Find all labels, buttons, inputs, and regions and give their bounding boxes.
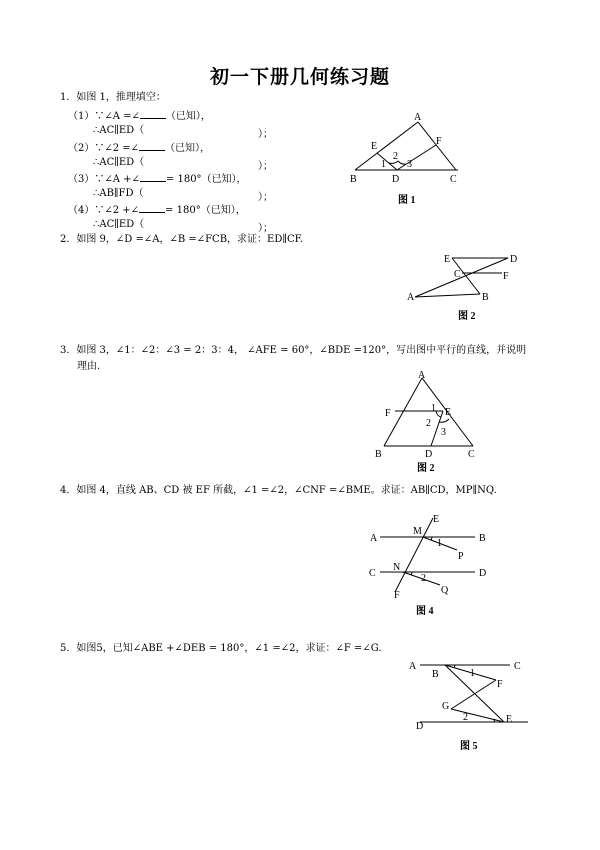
q1-item-2-premise-text: （2）∵∠2 =∠ bbox=[68, 143, 140, 154]
q1-item-1-conclusion: ∴AC∥ED（ bbox=[93, 125, 145, 136]
label-angle-1: 1 bbox=[437, 538, 442, 549]
label-c: C bbox=[468, 449, 475, 460]
label-angle-2: 2 bbox=[463, 712, 468, 723]
figure-2-caption: 图 2 bbox=[458, 311, 476, 322]
label-b: B bbox=[432, 669, 439, 680]
q3-text-line-1: 3．如图 3，∠1：∠2：∠3 = 2：3：4， ∠AFE = 60°，∠BDE =120°，写出图中平行的直线，并说明 bbox=[60, 345, 527, 356]
angle-arc bbox=[398, 161, 406, 164]
label-f: F bbox=[497, 679, 503, 690]
label-angle-2: 2 bbox=[421, 573, 426, 584]
label-d: D bbox=[392, 174, 400, 185]
segment-ad bbox=[415, 258, 508, 297]
label-e: E bbox=[433, 514, 440, 525]
q1-item-3-close: ）； bbox=[258, 192, 273, 203]
label-d: D bbox=[510, 254, 518, 265]
label-angle-3: 3 bbox=[407, 159, 412, 170]
label-d: D bbox=[479, 568, 487, 579]
label-a: A bbox=[414, 112, 422, 123]
label-b: B bbox=[375, 449, 382, 460]
label-a: A bbox=[407, 292, 415, 303]
label-a: A bbox=[418, 370, 426, 381]
q1-item-2-conclusion: ∴AC∥ED（ bbox=[93, 157, 145, 168]
label-c: C bbox=[369, 568, 376, 579]
q1-item-1-premise-tail: （已知）， bbox=[165, 111, 211, 122]
label-f: F bbox=[394, 590, 400, 601]
segment-fg bbox=[451, 680, 496, 709]
q1-item-3-premise-tail: = 180°（已知）， bbox=[165, 174, 247, 185]
angle-arc bbox=[436, 411, 441, 417]
q1-item-4-close: ）； bbox=[258, 223, 273, 234]
label-angle-3: 3 bbox=[441, 427, 446, 438]
q1-item-4-premise-tail: = 180°（已知）， bbox=[165, 205, 246, 216]
figure-3-caption: 图 2 bbox=[417, 463, 435, 474]
label-c: C bbox=[514, 661, 521, 672]
q2-text: 2．如图 9，∠D =∠A，∠B =∠FCB，求证：ED∥CF. bbox=[60, 234, 304, 245]
label-angle-2: 2 bbox=[426, 418, 431, 429]
q1-item-4-premise bbox=[68, 203, 246, 217]
segment-ab bbox=[415, 294, 480, 297]
figure-5 bbox=[400, 655, 540, 755]
label-angle-1: 1 bbox=[431, 403, 436, 414]
q3-text-line-2: 理由. bbox=[77, 361, 101, 372]
answer-blank bbox=[140, 109, 166, 119]
label-d: D bbox=[425, 449, 433, 460]
q1-heading: 1．如图 1，推理填空： bbox=[60, 92, 166, 103]
figure-3 bbox=[365, 368, 495, 476]
q1-item-2-close: ）； bbox=[258, 161, 273, 172]
figure-4-caption: 图 4 bbox=[416, 606, 434, 617]
segment-ge bbox=[451, 709, 504, 722]
q1-item-1-close: ）； bbox=[258, 129, 273, 140]
label-e: E bbox=[506, 714, 513, 725]
label-n: N bbox=[393, 562, 401, 573]
label-f: F bbox=[503, 271, 509, 282]
q1-item-3-conclusion: ∴AB∥FD（ bbox=[93, 188, 144, 199]
answer-blank bbox=[139, 141, 165, 151]
label-e: E bbox=[445, 407, 452, 418]
label-g: G bbox=[442, 701, 450, 712]
label-e: E bbox=[444, 254, 451, 265]
q1-item-3-premise bbox=[68, 172, 247, 186]
label-d: D bbox=[416, 721, 424, 732]
label-b: B bbox=[482, 292, 489, 303]
label-b: B bbox=[350, 174, 357, 185]
q1-item-2-premise bbox=[68, 141, 210, 155]
segment-df bbox=[397, 145, 436, 170]
q1-item-1-premise-text: （1）∵∠A =∠ bbox=[68, 111, 140, 122]
label-angle-1: 1 bbox=[470, 668, 475, 679]
label-f: F bbox=[436, 136, 442, 147]
answer-blank bbox=[139, 203, 165, 213]
label-f: F bbox=[385, 408, 391, 419]
label-a: A bbox=[409, 661, 417, 672]
q1-item-4-premise-text: （4）∵∠2 +∠ bbox=[68, 205, 140, 216]
label-e: E bbox=[371, 141, 378, 152]
q1-item-4-conclusion: ∴AC∥ED（ bbox=[93, 219, 145, 230]
label-a: A bbox=[370, 533, 378, 544]
figure-2 bbox=[400, 250, 530, 325]
q1-item-2-premise-tail: （已知）， bbox=[165, 143, 211, 154]
q1-item-3-premise-text: （3）∵∠A +∠ bbox=[68, 174, 140, 185]
page-title: 初一下册几何练习题 bbox=[209, 66, 390, 88]
label-angle-1: 1 bbox=[381, 159, 386, 170]
figure-1-caption: 图 1 bbox=[398, 195, 416, 206]
figure-5-caption: 图 5 bbox=[460, 741, 478, 752]
label-c: C bbox=[450, 174, 457, 185]
label-b: B bbox=[479, 533, 486, 544]
answer-blank bbox=[140, 172, 166, 182]
q1-item-1-premise bbox=[68, 109, 211, 123]
label-p: P bbox=[458, 551, 464, 562]
label-q: Q bbox=[441, 585, 449, 596]
figure-1 bbox=[340, 105, 480, 210]
label-m: M bbox=[413, 526, 422, 537]
label-c: C bbox=[454, 269, 461, 280]
q4-text: 4．如图 4，直线 AB、CD 被 EF 所截，∠1 =∠2，∠CNF =∠BME。求证：AB∥CD，MP∥NQ. bbox=[60, 485, 497, 496]
figure-4 bbox=[365, 510, 495, 620]
q5-text: 5．如图5，已知∠ABE +∠DEB = 180°，∠1 =∠2，求证：∠F =∠G. bbox=[60, 643, 382, 654]
label-angle-2: 2 bbox=[393, 151, 398, 162]
